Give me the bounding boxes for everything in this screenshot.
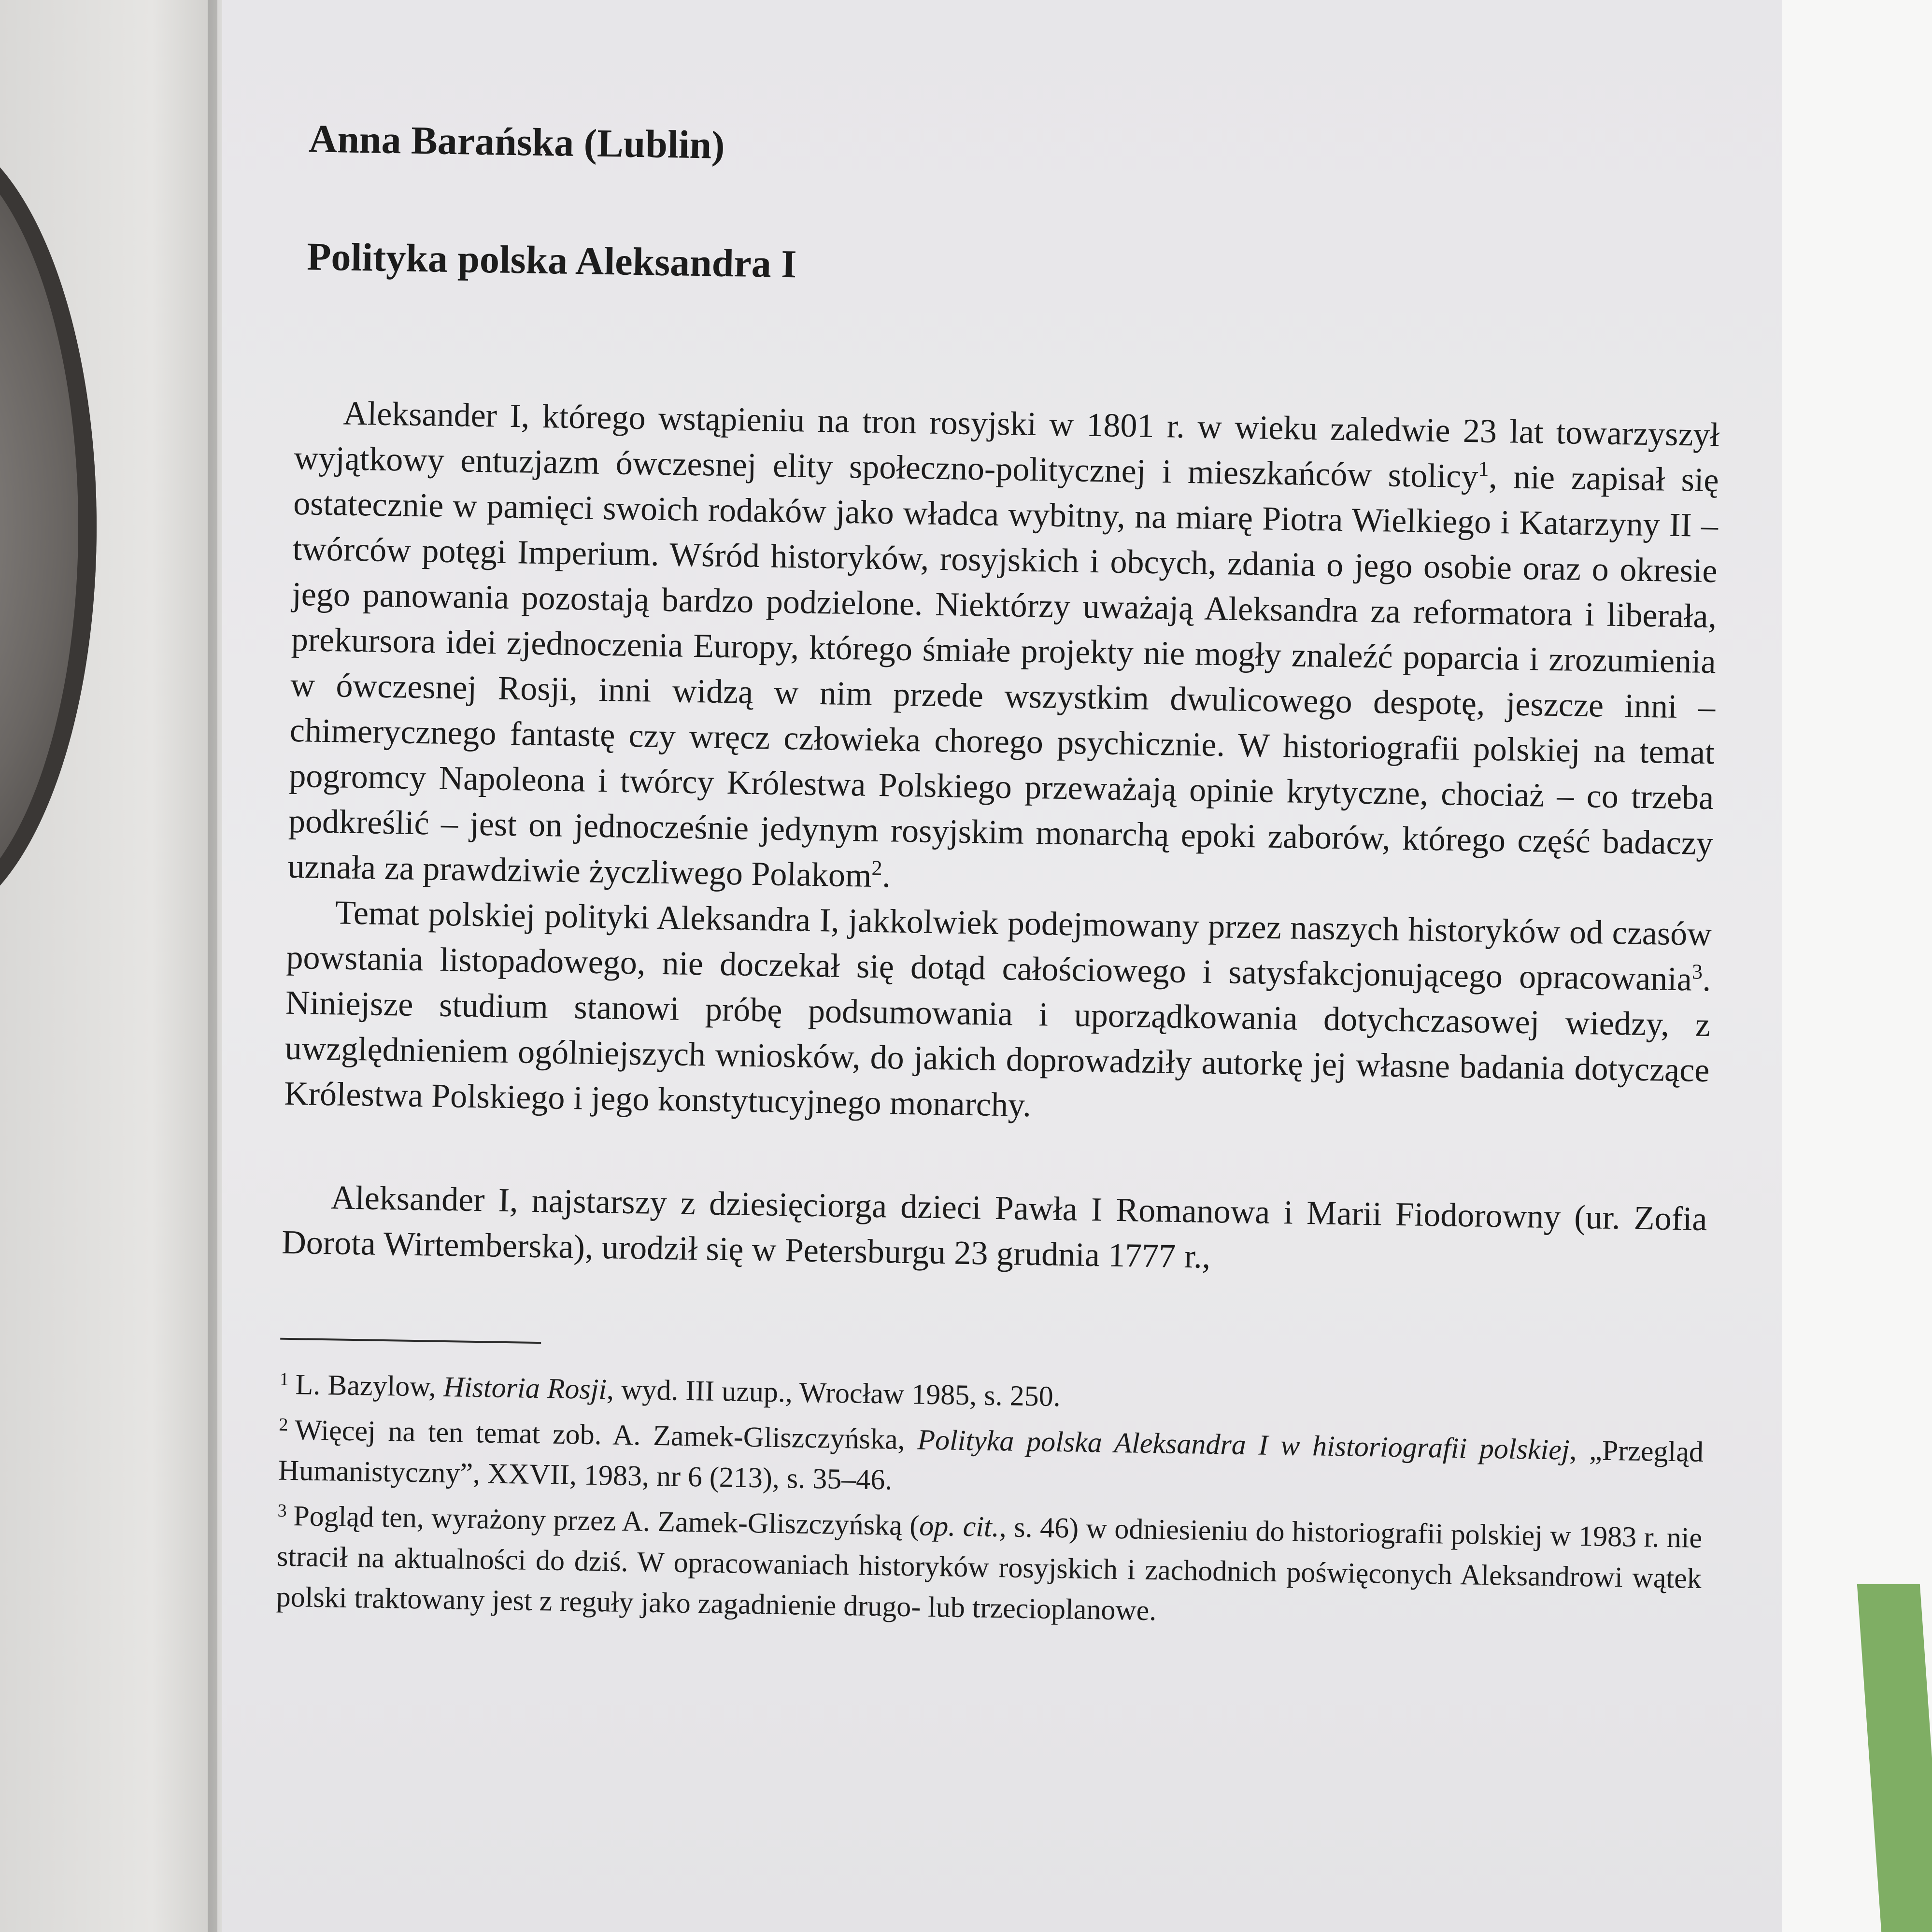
- paragraph-1: [287, 390, 1720, 912]
- paragraph-2-text-b: . Niniejsze studium stanowi próbę podsumowania i uporządkowania dotychczasowej wiedzy, z uwzględnieniem ogólniejszych wniosków, do jakich doprowadziły autorkę jej własne badania dotyczące Królestwa Polskiego i jego konstytucyjnego monarchy.: [284, 961, 1711, 1124]
- author-heading: Anna Barańska (Lublin): [308, 116, 725, 167]
- footnote-3: [276, 1491, 1703, 1639]
- footnote-ref-2: 2: [871, 856, 883, 880]
- footnote-2-text-a: Więcej na ten temat zob. A. Zamek-Gliszczyńska,: [294, 1414, 918, 1456]
- footnote-1-text-a: L. Bazylow,: [295, 1368, 444, 1403]
- footnote-1-number: 1: [279, 1369, 289, 1390]
- paragraph-1-text-a: Aleksander I, którego wstąpieniu na tron rosyjski w 1801 r. w wieku zaledwie 23 lat towarzyszył wyjątkowy entuzjazm ówczesnej elity społeczno-politycznej i mieszkańców stolicy: [294, 395, 1720, 496]
- left-page: [0, 0, 217, 1932]
- footnote-3-number: 3: [277, 1500, 287, 1521]
- paragraph-3: Aleksander I, najstarszy z dziesięciorga dzieci Pawła I Romanowa i Marii Fiodorowny (ur. Zofia Dorota Wirtemberska), urodził się w Petersburgu 23 grudnia 1777 r.,: [281, 1179, 1708, 1276]
- paragraph-2: [284, 890, 1712, 1139]
- footnote-2-number: 2: [279, 1414, 288, 1435]
- footnote-1-text-b: , wyd. III uzup., Wrocław 1985, s. 250.: [606, 1373, 1061, 1413]
- footnote-ref-3: 3: [1691, 960, 1703, 984]
- page-content: [276, 116, 1724, 1639]
- footnote-2-title: Polityka polska Aleksandra I w historiografii polskiej: [917, 1423, 1570, 1466]
- left-page-portrait-frame: [0, 126, 97, 927]
- paragraph-2-text-a: Temat polskiej polityki Aleksandra I, jakkolwiek podejmowany przez naszych historyków od czasów powstania listopadowego, nie doczekał się dotąd całościowego i satysfakcjonującego opracowania: [286, 894, 1712, 998]
- footnote-3-text-a: Pogląd ten, wyrażony przez A. Zamek-Gliszczyńską (: [293, 1500, 920, 1542]
- footnote-3-text-b: , s. 46) w odniesieniu do historiografii polskiej w 1983 r. nie stracił na aktualności do dziś. W opracowaniach historyków rosyjskich i zachodnich poświęconych Aleksandrowi wątek polski traktowany jest z reguły jako zagadnienie drugo- lub trzecioplanowe.: [276, 1511, 1703, 1627]
- footnote-1-title: Historia Rosji: [443, 1371, 607, 1406]
- chapter-title: Polityka polska Aleksandra I: [306, 234, 797, 286]
- paragraph-1-text-c: .: [881, 857, 891, 895]
- footnote-2-text-b: , „Przegląd Humanistyczny”, XXVII, 1983, nr 6 (213), s. 35–46.: [278, 1434, 1704, 1496]
- footnote-3-citation: op. cit.: [919, 1509, 1000, 1543]
- footnote-ref-1: 1: [1478, 457, 1490, 481]
- paragraph-1-text-b: , nie zapisał się ostatecznie w pamięci swoich rodaków jako władca wybitny, na miarę Piotra Wielkiego i Katarzyny II – twórców potęgi Imperium. Wśród historyków, rosyjskich i obcych, zdania o jego osobie oraz o okresie jego panowania pozostają bardzo podzielone. Niektórzy uważają Aleksandra za reformatora i liberała, prekursora idei zjednoczenia Europy, którego śmiałe projekty nie mogły znaleźć poparcia i zrozumienia w ówczesnej Rosji, inni widzą w nim przede wszystkim dwulicowego despotę, jeszcze inni – chimerycznego fantastę czy wręcz człowieka chorego psychicznie. W historiografii polskiej na temat pogromcy Napoleona i twórcy Królestwa Polskiego przeważają opinie krytyczne, chociaż – co trzeba podkreślić – jest on jednocześnie jedynym rosyjskim monarchą epoki zaborów, którego część badaczy uznała za prawdziwie życzliwego Polakom: [287, 458, 1719, 895]
- footnote-separator: [280, 1338, 541, 1344]
